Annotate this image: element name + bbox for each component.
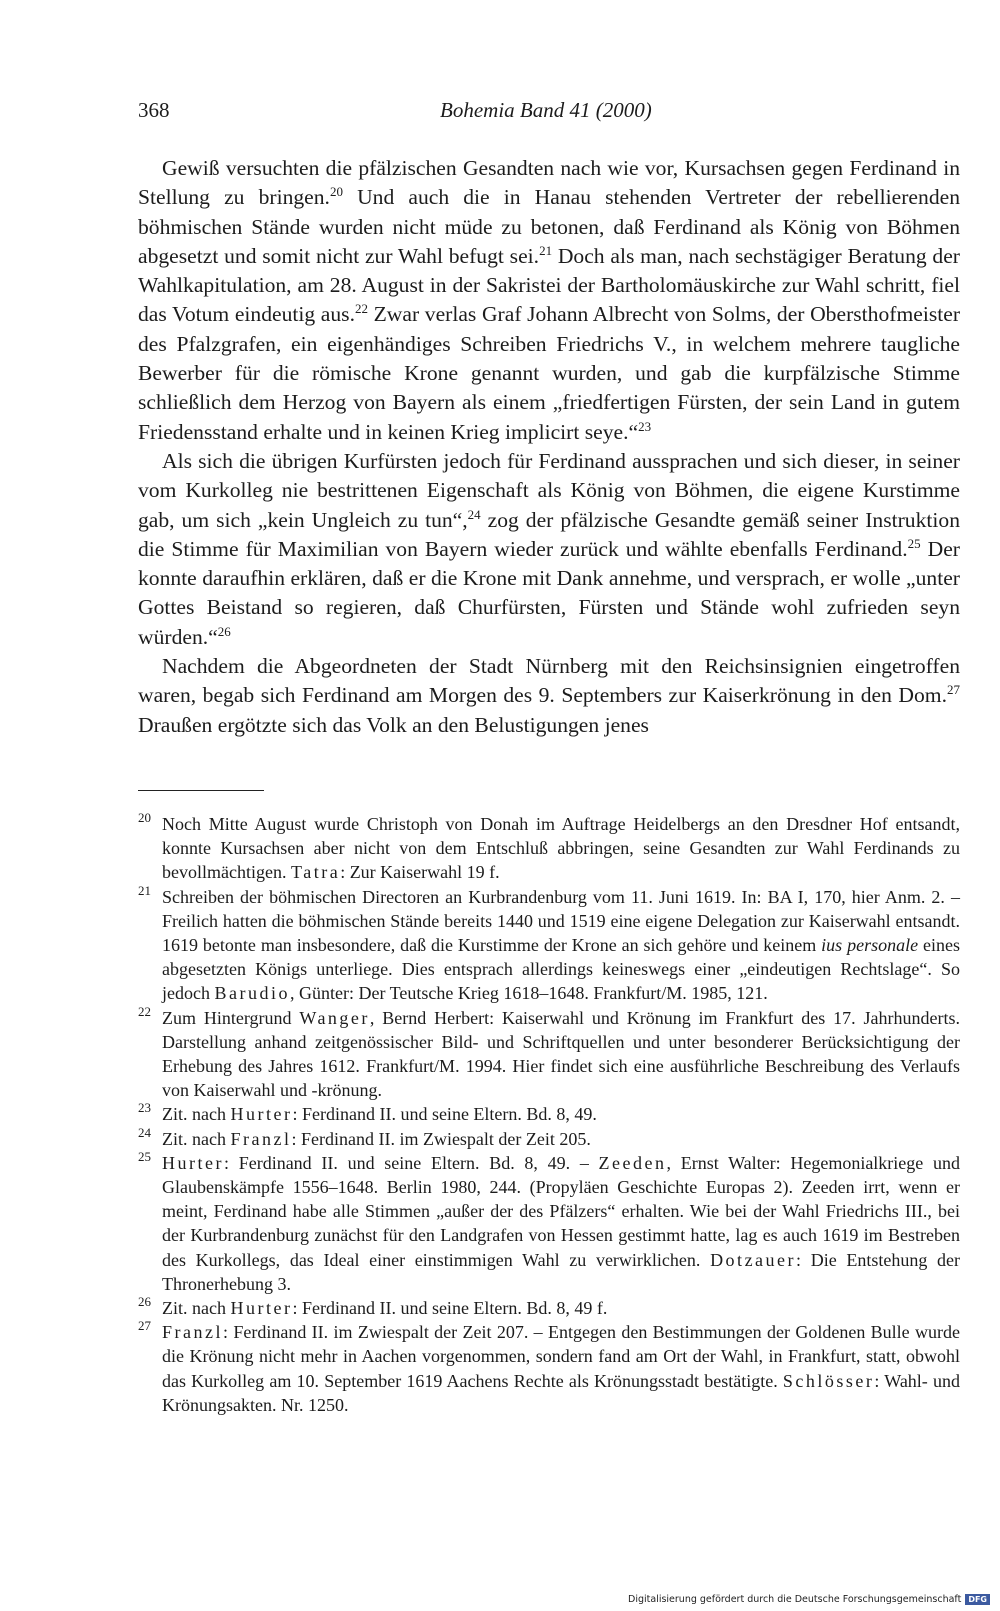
- author-name: Wanger: [299, 1007, 370, 1028]
- footnote-23: [138, 1102, 960, 1126]
- page-number: 368: [138, 98, 170, 122]
- footnote-number: 22: [138, 1003, 151, 1019]
- footnote-text: , Ernst Walter: Hegemonialkriege und Glaubenskämpfe 1556–1648. Berlin 1980, 244. (Propyläen Geschichte Europas 2). Zeeden irrt, wenn er meint, Ferdinand habe alle Stimmen „außer der des Pfälzers“ erhalten. Wie bei der Wahl Friedrichs III., bei der Kurbrandenburg zunächst für den Landgrafen von Hessen gestimmt hatte, lag es auch 1619 im Bestreben des Kurkollegs, das Ideal einer einstimmigen Wahl zu verwirklichen.: [162, 1152, 960, 1270]
- author-name: Hurter: [230, 1298, 293, 1319]
- footnote-22: [138, 1003, 960, 1103]
- footnote-ref[interactable]: 24: [467, 506, 481, 522]
- footnote-26: [138, 1296, 960, 1320]
- footnote-number: 21: [138, 882, 151, 898]
- text-run: Und auch die in Hanau stehenden Vertreter der rebellierenden böhmischen Stände wurden nicht müde zu betonen, daß Ferdinand als König von Böhmen abgesetzt und somit nicht zur Wahl befugt sei.: [138, 185, 960, 268]
- footnote-21: [138, 882, 960, 1006]
- footnote-24: [138, 1124, 960, 1151]
- footnote-ref[interactable]: 23: [638, 418, 652, 434]
- digitization-footer: [628, 1594, 990, 1605]
- footnote-text: , Bernd Herbert: Kaiserwahl und Krönung im Frankfurt des 17. Jahrhunderts. Darstellung anhand zeitgenössischer Bild- und Schriftquellen und unter besonderer Berücksichtigung der Erhebung des Jahres 1612. Frankfurt/M. 1994. Hier findet sich eine ausführliche Beschreibung des Verlaufs von Kaiserwahl und -krönung.: [162, 1007, 960, 1101]
- author-name: Schlösser: [782, 1370, 875, 1391]
- funding-credit: Digitalisierung gefördert durch die Deutsche Forschungsgemeinschaft: [628, 1594, 962, 1605]
- text-run: Doch als man, nach sechstägiger Beratung der Wahlkapitulation, am 28. August in der Sakristei der Bartholomäuskirche zur Wahl schritt, fiel das Votum eindeutig aus.: [138, 243, 961, 327]
- footnote-text: eines abgesetzten Königs unterliege. Dies entsprach allerdings keineswegs einer „eindeutigen Rechtslage“. So jedoch: [162, 935, 960, 1004]
- text-run: Gewiß versuchten die pfälzischen Gesandten nach wie vor, Kursachsen gegen Ferdinand in Stellung zu bringen.: [138, 156, 960, 210]
- author-name: Franzl: [230, 1128, 292, 1149]
- footnote-20: [138, 812, 960, 885]
- text-run: zog der pfälzische Gesandte gemäß seiner Instruktion die Stimme für Maximilian von Bayern wieder zurück und wählte ebenfalls Ferdinand.: [138, 507, 960, 561]
- footnote-text: Zit. nach: [162, 1104, 231, 1125]
- footnote-text: : Ferdinand II. und seine Eltern. Bd. 8, 49.: [292, 1104, 597, 1125]
- footnote-27: [138, 1320, 960, 1417]
- author-name: Tatra: [290, 862, 341, 883]
- footnote-text: Zit. nach: [162, 1128, 231, 1149]
- footnote-number: 25: [138, 1148, 151, 1164]
- running-head: Bohemia Band 41 (2000): [440, 98, 652, 122]
- text-run: Der konnte daraufhin erklären, daß er die Krone mit Dank annehme, und versprach, er wolle „unter Gottes Beistand so regieren, daß Churfürsten, Fürsten und Stände wohl zufrieden seyn würden.“: [138, 536, 960, 649]
- text-run: Nachdem die Abgeordneten der Stadt Nürnberg mit den Reichsinsignien eingetroffen waren, begab sich Ferdinand am Morgen des 9. Septembers zur Kaiserkrönung in den Dom.: [138, 654, 960, 708]
- text-run: Draußen ergötzte sich das Volk an den Belustigungen jenes: [138, 712, 649, 737]
- text-run: Als sich die übrigen Kurfürsten jedoch für Ferdinand aussprachen und sich dieser, in seiner vom Kurkolleg nie bestrittenen Eigenschaft als König von Böhmen, die eigene Kurstimme gab, um sich „kein Ungleich zu tun“,: [138, 448, 960, 532]
- footnote-number: 26: [138, 1294, 151, 1310]
- footnote-text: : Wahl- und Krönungsakten. Nr. 1250.: [162, 1370, 960, 1415]
- footnote-ref[interactable]: 26: [217, 623, 231, 639]
- author-name: Dotzauer: [710, 1249, 797, 1270]
- footnote-number: 24: [138, 1124, 151, 1140]
- paragraph: [138, 154, 960, 447]
- footnote-text: Noch Mitte August wurde Christoph von Donah im Auftrage Heidelbergs an den Dresdner Hof entsandt, konnte Kursachsen aber nicht von dem Entschluß abbringen, seine Gesandten zur Wahl Ferdinands zu bevollmächtigen.: [162, 814, 960, 883]
- footnote-number: 20: [138, 810, 151, 825]
- author-name: Zeeden: [598, 1152, 667, 1173]
- footnote-text: : Ferdinand II. und seine Eltern. Bd. 8, 49 f.: [292, 1298, 608, 1319]
- footnote-text: Schreiben der böhmischen Directoren an Kurbrandenburg vom 11. Juni 1619. In: BA I, 170, hier Anm. 2. – Freilich hatten die böhmischen Stände bereits 1440 und 1519 eine eigene Delegation zur Kaiserwahl entsandt. 1619 betonte man insbesondere, daß die Kurstimme der Krone an sich gehöre und keinem: [162, 886, 960, 956]
- footnote-text: : Zur Kaiserwahl 19 f.: [340, 862, 500, 883]
- author-name: Franzl: [162, 1322, 223, 1343]
- footnote-italic: ius personale: [821, 935, 919, 956]
- author-name: Hurter: [162, 1152, 224, 1173]
- footnote-text: Zum Hintergrund: [162, 1007, 300, 1028]
- paragraph: [138, 447, 960, 652]
- author-name: Hurter: [230, 1104, 293, 1125]
- footnote-ref[interactable]: 25: [907, 535, 921, 551]
- footnote-number: 27: [138, 1318, 151, 1334]
- footnote-text: : Ferdinand II. im Zwiespalt der Zeit 207. – Entgegen den Bestimmungen der Goldenen Bulle wurde die Krönung nicht mehr in Aachen vorgenommen, sondern fand am Ort der Wahl, in Frankfurt, statt, obwohl das Kurkolleg am 10. September 1619 Aachens Rechte als Krönungsstadt bestätigte.: [162, 1322, 960, 1391]
- footnotes: [138, 812, 960, 1417]
- paragraph: [138, 652, 960, 740]
- footnote-number: 23: [138, 1100, 151, 1116]
- author-name: Barudio: [214, 983, 290, 1004]
- footnote-25: [138, 1148, 960, 1296]
- text-run: Zwar verlas Graf Johann Albrecht von Solms, der Obersthofmeister des Pfalzgrafen, ein eigenhändiges Schreiben Friedrichs V., in welchem mehrere taugliche Bewerber für die römische Krone genannt wurden, und gab die kurpfälzische Stimme schließlich dem Herzog von Bayern als einem „friedfertigen Fürsten, der sein Land in gutem Friedensstand erhalte und in keinen Krieg implicirt seye.“: [138, 302, 961, 444]
- footnote-text: : Ferdinand II. im Zwiespalt der Zeit 205.: [291, 1128, 591, 1149]
- footnote-ref[interactable]: 22: [354, 301, 368, 317]
- footnote-text: : Die Entstehung der Thronerhebung 3.: [162, 1249, 960, 1294]
- footnote-text: Zit. nach: [162, 1298, 231, 1319]
- footnote-text: : Ferdinand II. und seine Eltern. Bd. 8, 49. –: [223, 1152, 599, 1173]
- footnote-divider: [138, 790, 264, 791]
- main-text: [138, 154, 960, 740]
- dfg-logo: DFG: [965, 1594, 990, 1605]
- footnote-ref[interactable]: 20: [329, 184, 343, 200]
- footnote-ref[interactable]: 21: [539, 242, 553, 258]
- footnote-ref[interactable]: 27: [947, 682, 960, 698]
- footnote-text: , Günter: Der Teutsche Krieg 1618–1648. Frankfurt/M. 1985, 121.: [289, 983, 768, 1004]
